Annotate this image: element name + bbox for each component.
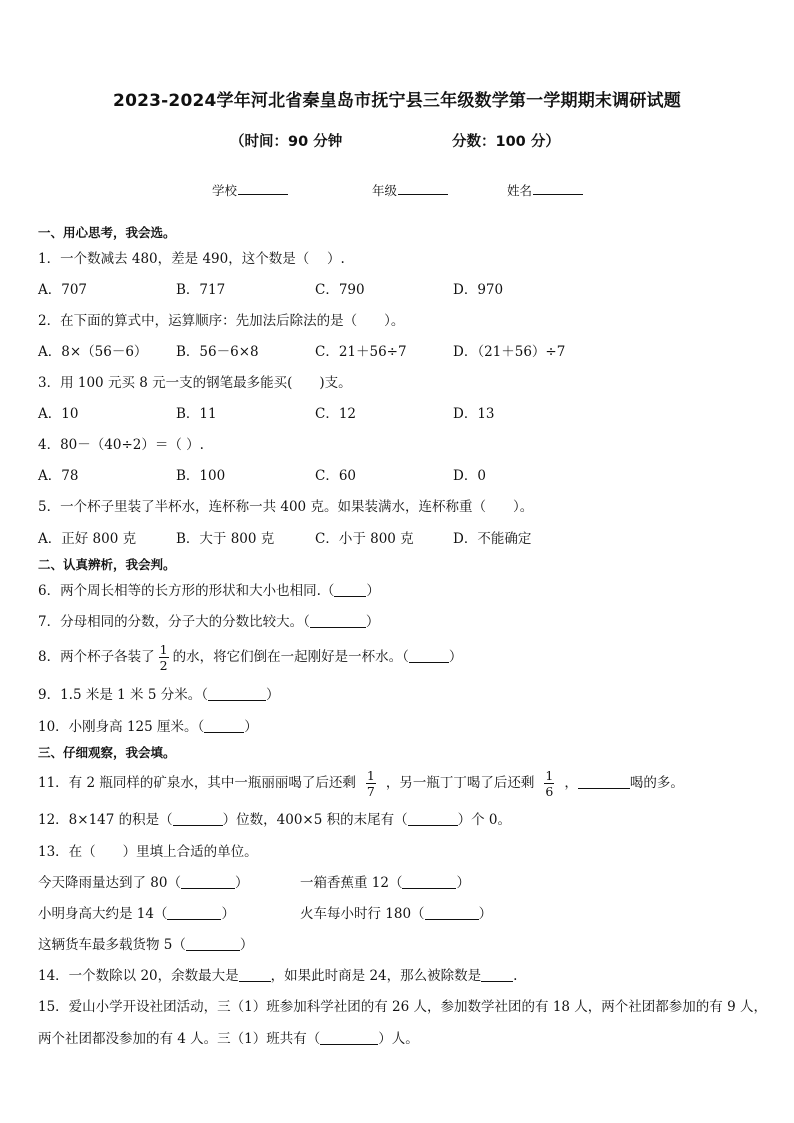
q2-option-a[interactable]: A．8×（56－6）: [38, 344, 148, 360]
q14-answer-blank-2[interactable]: [481, 968, 513, 982]
school-field: [212, 181, 288, 199]
question-4: 4．80－（40÷2）＝（ ）.: [38, 437, 204, 453]
q13-item-1-blank[interactable]: [181, 875, 235, 889]
q12-text-mid: ）位数，400×5 积的末尾有（: [222, 812, 408, 828]
question-2: 2．在下面的算式中，运算顺序：先加法后除法的是（ ）。: [38, 313, 405, 329]
q1-option-b[interactable]: B．717: [176, 282, 226, 298]
q2-option-d[interactable]: D．（21＋56）÷7: [453, 344, 566, 360]
section-heading-judge: 二、认真辨析，我会判。: [38, 557, 176, 572]
q8-numerator: 1: [159, 642, 168, 657]
q13-item-5-text: 这辆货车最多载货物 5（: [38, 937, 186, 953]
question-14: [38, 967, 517, 985]
q13-item-1-close: ）: [234, 875, 249, 891]
question-1: 1．一个数减去 480，差是 490，这个数是（ ）.: [38, 251, 345, 267]
question-3: 3．用 100 元买 8 元一支的钢笔最多能买( )支。: [38, 375, 352, 391]
q15-answer-blank[interactable]: [320, 1031, 378, 1045]
q4-option-c[interactable]: C．60: [315, 468, 357, 484]
q10-text: 10．小刚身高 125 厘米。（: [38, 719, 205, 735]
total-score: 分数：100 分）: [452, 134, 560, 150]
q1-option-d[interactable]: D．970: [453, 282, 504, 298]
question-10: [38, 718, 258, 736]
q3-option-c[interactable]: C．12: [315, 406, 357, 422]
q11-fraction-1: [366, 769, 376, 798]
q7-text: 7．分母相同的分数，分子大的分数比较大。（: [38, 614, 310, 630]
q9-close: ）: [265, 687, 280, 703]
q11-text-mid: ，另一瓶丁丁喝了后还剩: [385, 775, 535, 791]
q13-item-4: [300, 905, 492, 923]
q10-close: ）: [244, 719, 258, 735]
q10-answer-blank[interactable]: [204, 719, 244, 733]
q13-item-2-close: ）: [456, 875, 470, 891]
q3-option-a[interactable]: A．10: [38, 406, 79, 422]
time-limit: （时间：90 分钟: [230, 134, 343, 150]
q8-denominator: 2: [159, 658, 168, 673]
q8-answer-blank[interactable]: [409, 649, 449, 663]
q13-item-2: [300, 874, 470, 892]
question-6: [38, 582, 380, 600]
name-label: 姓名: [507, 183, 533, 198]
q12-answer-blank-1[interactable]: [173, 812, 223, 826]
q2-option-b[interactable]: B．56－6×8: [176, 344, 259, 360]
question-5: 5．一个杯子里装了半杯水，连杯称一共 400 克。如果装满水，连杯称重（ ）。: [38, 499, 534, 515]
grade-blank[interactable]: [398, 182, 448, 195]
grade-field: [372, 181, 448, 199]
q14-text-post: .: [513, 968, 518, 984]
school-label: 学校: [212, 183, 238, 198]
q13-item-1-text: 今天降雨量达到了 80（: [38, 875, 181, 891]
q13-item-2-blank[interactable]: [402, 875, 456, 889]
q13-item-2-text: 一箱香蕉重 12（: [300, 875, 403, 891]
page-title: 2023-2024学年河北省秦皇岛市抚宁县三年级数学第一学期期末调研试题: [113, 91, 681, 111]
q11-text-pre: 11．有 2 瓶同样的矿泉水，其中一瓶丽丽喝了后还剩: [38, 775, 356, 791]
q5-option-d[interactable]: D．不能确定: [453, 531, 532, 547]
school-blank[interactable]: [238, 182, 288, 195]
q12-text-post: ）个 0。: [457, 812, 511, 828]
q13-item-5: [38, 936, 253, 954]
q15-text-pre: 两个社团都没参加的有 4 人。三（1）班共有（: [38, 1031, 321, 1047]
q11-numerator-2: 1: [545, 768, 554, 783]
question-15-line-1: 15．爱山小学开设社团活动，三（1）班参加科学社团的有 26 人，参加数学社团的有 18 人，两个社团都参加的有 9 人，: [38, 999, 767, 1015]
q11-denominator-1: 7: [366, 784, 375, 799]
q11-comma: ，: [564, 775, 578, 791]
question-8: [38, 642, 462, 672]
q14-text-pre: 14．一个数除以 20，余数最大是: [38, 968, 239, 984]
q13-item-4-text: 火车每小时行 180（: [300, 906, 425, 922]
q3-option-b[interactable]: B．11: [176, 406, 217, 422]
q9-answer-blank[interactable]: [208, 687, 266, 701]
q11-denominator-2: 6: [545, 784, 554, 799]
q14-answer-blank-1[interactable]: [239, 968, 271, 982]
q13-item-5-close: ）: [239, 937, 254, 953]
q7-close: ）: [365, 614, 380, 630]
question-11: [38, 764, 684, 802]
q13-item-3: [38, 905, 235, 923]
question-13: 13．在（ ）里填上合适的单位。: [38, 844, 258, 860]
q12-text-pre: 12．8×147 的积是（: [38, 812, 173, 828]
q2-option-c[interactable]: C．21＋56÷7: [315, 344, 407, 360]
section-heading-choice: 一、用心思考，我会选。: [38, 225, 176, 240]
q15-text-post: ）人。: [378, 1031, 419, 1047]
q5-option-a[interactable]: A．正好 800 克: [38, 531, 137, 547]
q8-text-pre: 8．两个杯子各装了: [38, 649, 155, 665]
q1-option-a[interactable]: A．707: [38, 282, 88, 298]
grade-label: 年级: [372, 183, 398, 198]
q11-text-post: 喝的多。: [629, 775, 684, 791]
q5-option-b[interactable]: B．大于 800 克: [176, 531, 275, 547]
q7-answer-blank[interactable]: [310, 614, 366, 628]
q1-option-c[interactable]: C．790: [315, 282, 365, 298]
q6-answer-blank[interactable]: [334, 583, 366, 597]
q11-numerator-1: 1: [366, 768, 375, 783]
q4-option-d[interactable]: D．0: [453, 468, 486, 484]
q8-fraction: [159, 643, 169, 672]
q5-option-c[interactable]: C．小于 800 克: [315, 531, 414, 547]
q4-option-a[interactable]: A．78: [38, 468, 79, 484]
q13-item-3-blank[interactable]: [167, 906, 221, 920]
q12-answer-blank-2[interactable]: [408, 812, 458, 826]
question-9: [38, 686, 279, 704]
q13-item-4-close: ）: [478, 906, 493, 922]
q11-answer-blank[interactable]: [578, 775, 630, 789]
question-12: [38, 811, 511, 829]
name-field: [507, 181, 583, 199]
section-heading-fill: 三、仔细观察，我会填。: [38, 745, 176, 760]
question-7: [38, 613, 379, 631]
q13-item-4-blank[interactable]: [425, 906, 479, 920]
q3-option-d[interactable]: D．13: [453, 406, 495, 422]
q14-text-mid: ，如果此时商是 24，那么被除数是: [270, 968, 482, 984]
q13-item-3-close: ）: [221, 906, 235, 922]
q6-close: ）: [366, 583, 380, 599]
question-15-line-2: [38, 1030, 419, 1048]
q13-item-3-text: 小明身高大约是 14（: [38, 906, 168, 922]
q11-fraction-2: [544, 769, 554, 798]
q9-text: 9．1.5 米是 1 米 5 分米。（: [38, 687, 208, 703]
q8-text-post: 的水，将它们倒在一起刚好是一杯水。（: [172, 649, 409, 665]
q6-text: 6．两个周长相等的长方形的形状和大小也相同.（: [38, 583, 335, 599]
q13-item-5-blank[interactable]: [186, 937, 240, 951]
q8-close: ）: [448, 649, 463, 665]
q4-option-b[interactable]: B．100: [176, 468, 226, 484]
name-blank[interactable]: [533, 182, 583, 195]
q13-item-1: [38, 874, 248, 892]
